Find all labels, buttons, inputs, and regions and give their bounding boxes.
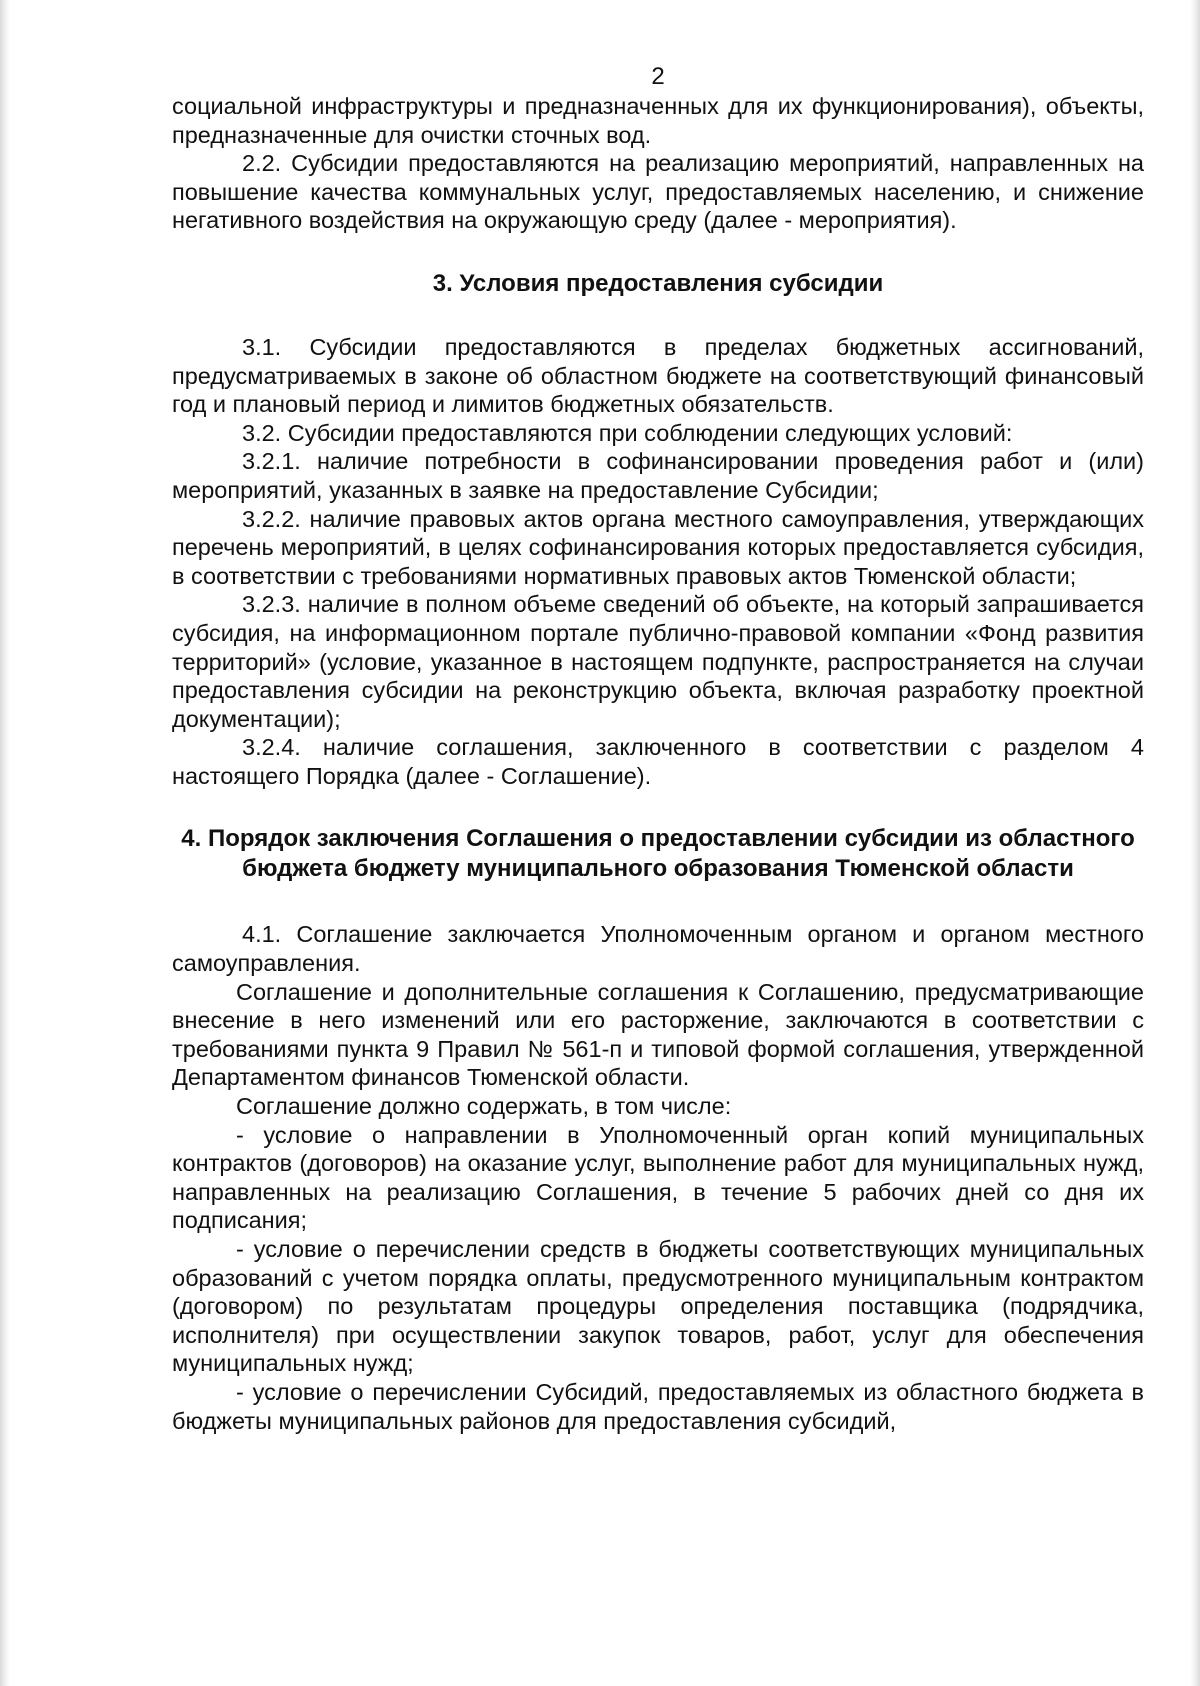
intro-paragraph-1: социальной инфраструктуры и предназначенных для их функционирования), объекты, предназначенные для очистки сточных вод. (172, 93, 1144, 148)
section-4-paragraph: Соглашение и дополнительные соглашения к Соглашению, предусматривающие внесение в него изменений или его расторжение, заключаются в соответствии с требованиями пункта 9 Правил № 561-п и типовой формой соглашения, утвержденной Департаментом финансов Тюменской области. (172, 978, 1144, 1091)
section-4-heading: 4. Порядок заключения Соглашения о предоставлении субсидии из областного бюджета бюджету муниципального образования Тюменской области (181, 825, 1135, 883)
section-3-paragraph: 3.2.2. наличие правовых актов органа местного самоуправления, утверждающих перечень мероприятий, в целях софинансирования которых предоставляется субсидия, в соответствии с требованиями нормативных правовых актов Тюменской области; (172, 505, 1144, 589)
section-4-paragraph: - условие о перечислении Субсидий, предоставляемых из областного бюджета в бюджеты муниципальных районов для предоставления субсидий, (172, 1378, 1144, 1434)
section-4-paragraph: 4.1. Соглашение заключается Уполномоченным органом и органом местного самоуправления. (172, 921, 1144, 977)
section-3-heading: 3. Условия предоставления субсидии (432, 269, 884, 297)
section-4-paragraph: - условие о перечислении средств в бюджеты соответствующих муниципальных образований с учетом порядка оплаты, предусмотренного муниципальным контрактом (договором) по результатам процедуры определения поставщика (подрядчика, исполнителя) при осуществлении закупок товаров, работ, услуг для обеспечения муниципальных нужд; (172, 1236, 1144, 1377)
section-3-paragraph: 3.1. Субсидии предоставляются в пределах бюджетных ассигнований, предусматриваемых в законе об областном бюджете на соответствующий финансовый год и плановый период и лимитов бюджетных обязательств. (172, 333, 1144, 418)
section-3-paragraph: 3.2. Субсидии предоставляются при соблюдении следующих условий: (242, 419, 1013, 446)
section-3-paragraph: 3.2.4. наличие соглашения, заключенного в соответствии с разделом 4 настоящего Порядка (далее - Соглашение). (172, 734, 1144, 789)
section-4-paragraph: - условие о направлении в Уполномоченный орган копий муниципальных контрактов (договоров) на оказание услуг, выполнение работ для муниципальных нужд, направленных на реализацию Соглашения, в течение 5 рабочих дней со дня их подписания; (172, 1121, 1144, 1234)
scan-edge-left (0, 0, 10, 1686)
section-3-paragraph: 3.2.1. наличие потребности в софинансировании проведения работ и (или) мероприятий, указанных в заявке на предоставление Субсидии; (172, 448, 1144, 503)
document-body (172, 62, 1144, 1435)
section-4-paragraph: Соглашение должно содержать, в том числе: (236, 1093, 732, 1120)
section-3-paragraph: 3.2.3. наличие в полном объеме сведений об объекте, на который запрашивается субсидия, на информационном портале публично-правовой компании «Фонд развития территорий» (условие, указанное в настоящем подпункте, распространяется на случаи предоставления субсидии на реконструкцию объекта, включая разработку проектной документации); (172, 591, 1144, 732)
page-number: 2 (651, 63, 665, 90)
intro-paragraph-2: 2.2. Субсидии предоставляются на реализацию мероприятий, направленных на повышение качества коммунальных услуг, предоставляемых населению, и снижение негативного воздействия на окружающую среду (далее - мероприятия). (172, 150, 1144, 234)
scan-edge-right (1190, 0, 1200, 1686)
